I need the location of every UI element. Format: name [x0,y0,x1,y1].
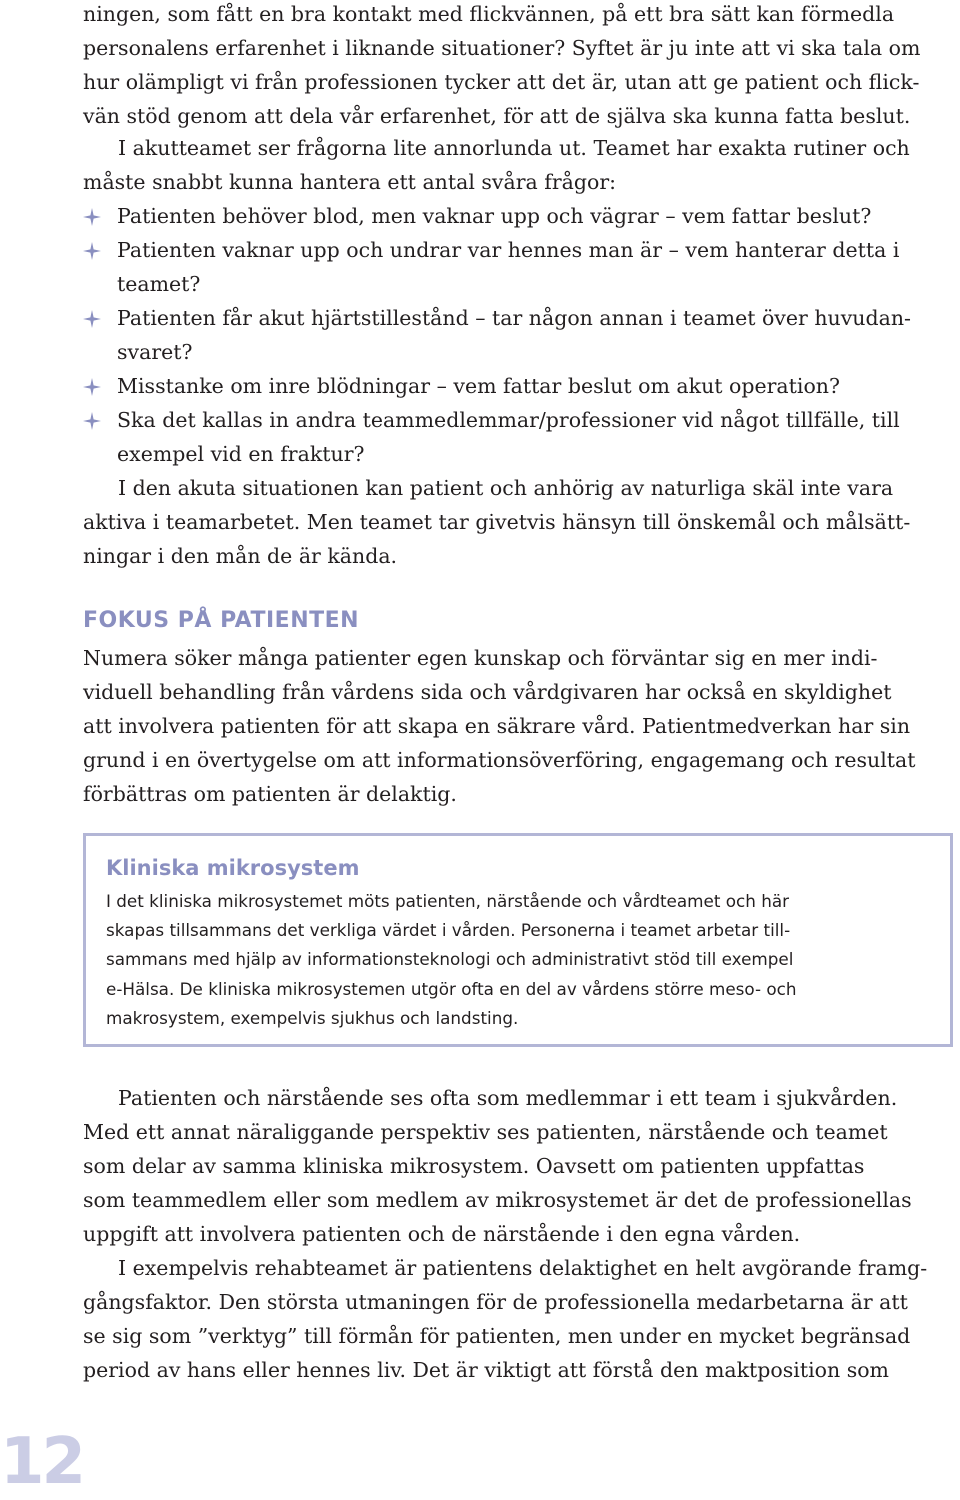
list-item [83,233,948,301]
info-box [83,833,953,1047]
text-line: e-Hälsa. De kliniska mikrosystemen utgör ofta en del av vårdens större meso- och [106,978,797,999]
list-item-text: exempel vid en fraktur? [117,442,365,466]
four-point-star-icon [83,310,101,328]
text-line: personalens erfarenhet i liknande situationer? Syftet är ju inte att vi ska tala om [83,36,921,60]
text-line: I exempelvis rehabteamet är patientens delaktighet en helt avgörande framg- [118,1256,928,1280]
text-line: I det kliniska mikrosystemet möts patienten, närstående och vårdteamet och här [106,891,790,911]
list-item [83,403,948,471]
list-item-text: Patienten vaknar upp och undrar var hennes man är – vem hanterar detta i [117,238,900,262]
text-line: ningen, som fått en bra kontakt med flickvännen, på ett bra sätt kan förmedla [83,2,895,26]
list-item-text: Patienten behöver blod, men vaknar upp och vägrar – vem fattar beslut? [117,204,872,228]
text-line: sammans med hjälp av informationsteknologi och administrativt stöd till exempel [106,949,794,970]
text-line: som teammedlem eller som medlem av mikrosystemet är det de professionellas [83,1188,912,1212]
section-heading: FOKUS PÅ PATIENTEN [83,608,360,633]
text-line: hur olämpligt vi från professionen tycker att det är, utan att ge patient och flick- [83,70,920,94]
four-point-star-icon [83,378,101,396]
text-line: Med ett annat näraliggande perspektiv ses patienten, närstående och teamet [83,1120,888,1144]
text-line: som delar av samma kliniska mikrosystem. Oavsett om patienten uppfattas [83,1154,865,1178]
section-paragraph [83,641,948,811]
text-line: förbättras om patienten är delaktig. [83,782,457,806]
text-line: aktiva i teamarbetet. Men teamet tar givetvis hänsyn till önskemål och målsätt- [83,510,911,534]
info-box-title: Kliniska mikrosystem [106,856,360,880]
text-line: I den akuta situationen kan patient och anhörig av naturliga skäl inte vara [118,476,894,500]
info-box-body [106,887,934,1033]
acute-team-paragraph [83,131,948,199]
text-line: uppgift att involvera patienten och de närstående i den egna vården. [83,1222,801,1246]
list-item-text: Misstanke om inre blödningar – vem fattar beslut om akut operation? [117,374,840,398]
text-line: Numera söker många patienter egen kunskap och förväntar sig en mer indi- [83,646,878,670]
text-line: period av hans eller hennes liv. Det är viktigt att förstå den maktposition som [83,1358,889,1382]
list-item-text: Ska det kallas in andra teammedlemmar/professioner vid något tillfälle, till [117,408,900,432]
text-line: se sig som ”verktyg” till förmån för patienten, men under en mycket begränsad [83,1324,911,1348]
text-line: vän stöd genom att dela vår erfarenhet, för att de själva ska kunna fatta beslut. [83,104,911,128]
page-number: 12 [0,1425,84,1499]
text-line: att involvera patienten för att skapa en säkrare vård. Patientmedverkan har sin [83,714,911,738]
question-list [83,199,948,471]
text-line: ningar i den mån de är kända. [83,544,398,568]
four-point-star-icon [83,242,101,260]
list-item [83,199,948,233]
acute-situation-paragraph [83,471,948,573]
four-point-star-icon [83,208,101,226]
text-line: viduell behandling från vårdens sida och vårdgivaren har också en skyldighet [83,680,892,704]
text-line: makrosystem, exempelvis sjukhus och landsting. [106,1007,519,1028]
list-item-text: teamet? [117,272,201,296]
list-item-text: svaret? [117,340,193,364]
text-line: I akutteamet ser frågorna lite annorlunda ut. Teamet har exakta rutiner och [118,136,910,160]
list-item-text: Patienten får akut hjärtstillestånd – tar någon annan i teamet över huvudan- [117,306,911,330]
list-item [83,301,948,369]
list-item [83,369,948,403]
text-line: skapas tillsammans det verkliga värdet i vården. Personerna i teamet arbetar till- [106,920,791,941]
text-line: Patienten och närstående ses ofta som medlemmar i ett team i sjukvården. [118,1086,898,1110]
patients-paragraph [83,1081,948,1251]
text-line: grund i en övertygelse om att informationsöverföring, engagemang och resultat [83,748,916,772]
four-point-star-icon [83,412,101,430]
text-line: måste snabbt kunna hantera ett antal svåra frågor: [83,170,617,194]
rehab-paragraph [83,1251,948,1387]
top-paragraph [83,0,948,133]
text-line: gångsfaktor. Den största utmaningen för de professionella medarbetarna är att [83,1290,908,1314]
